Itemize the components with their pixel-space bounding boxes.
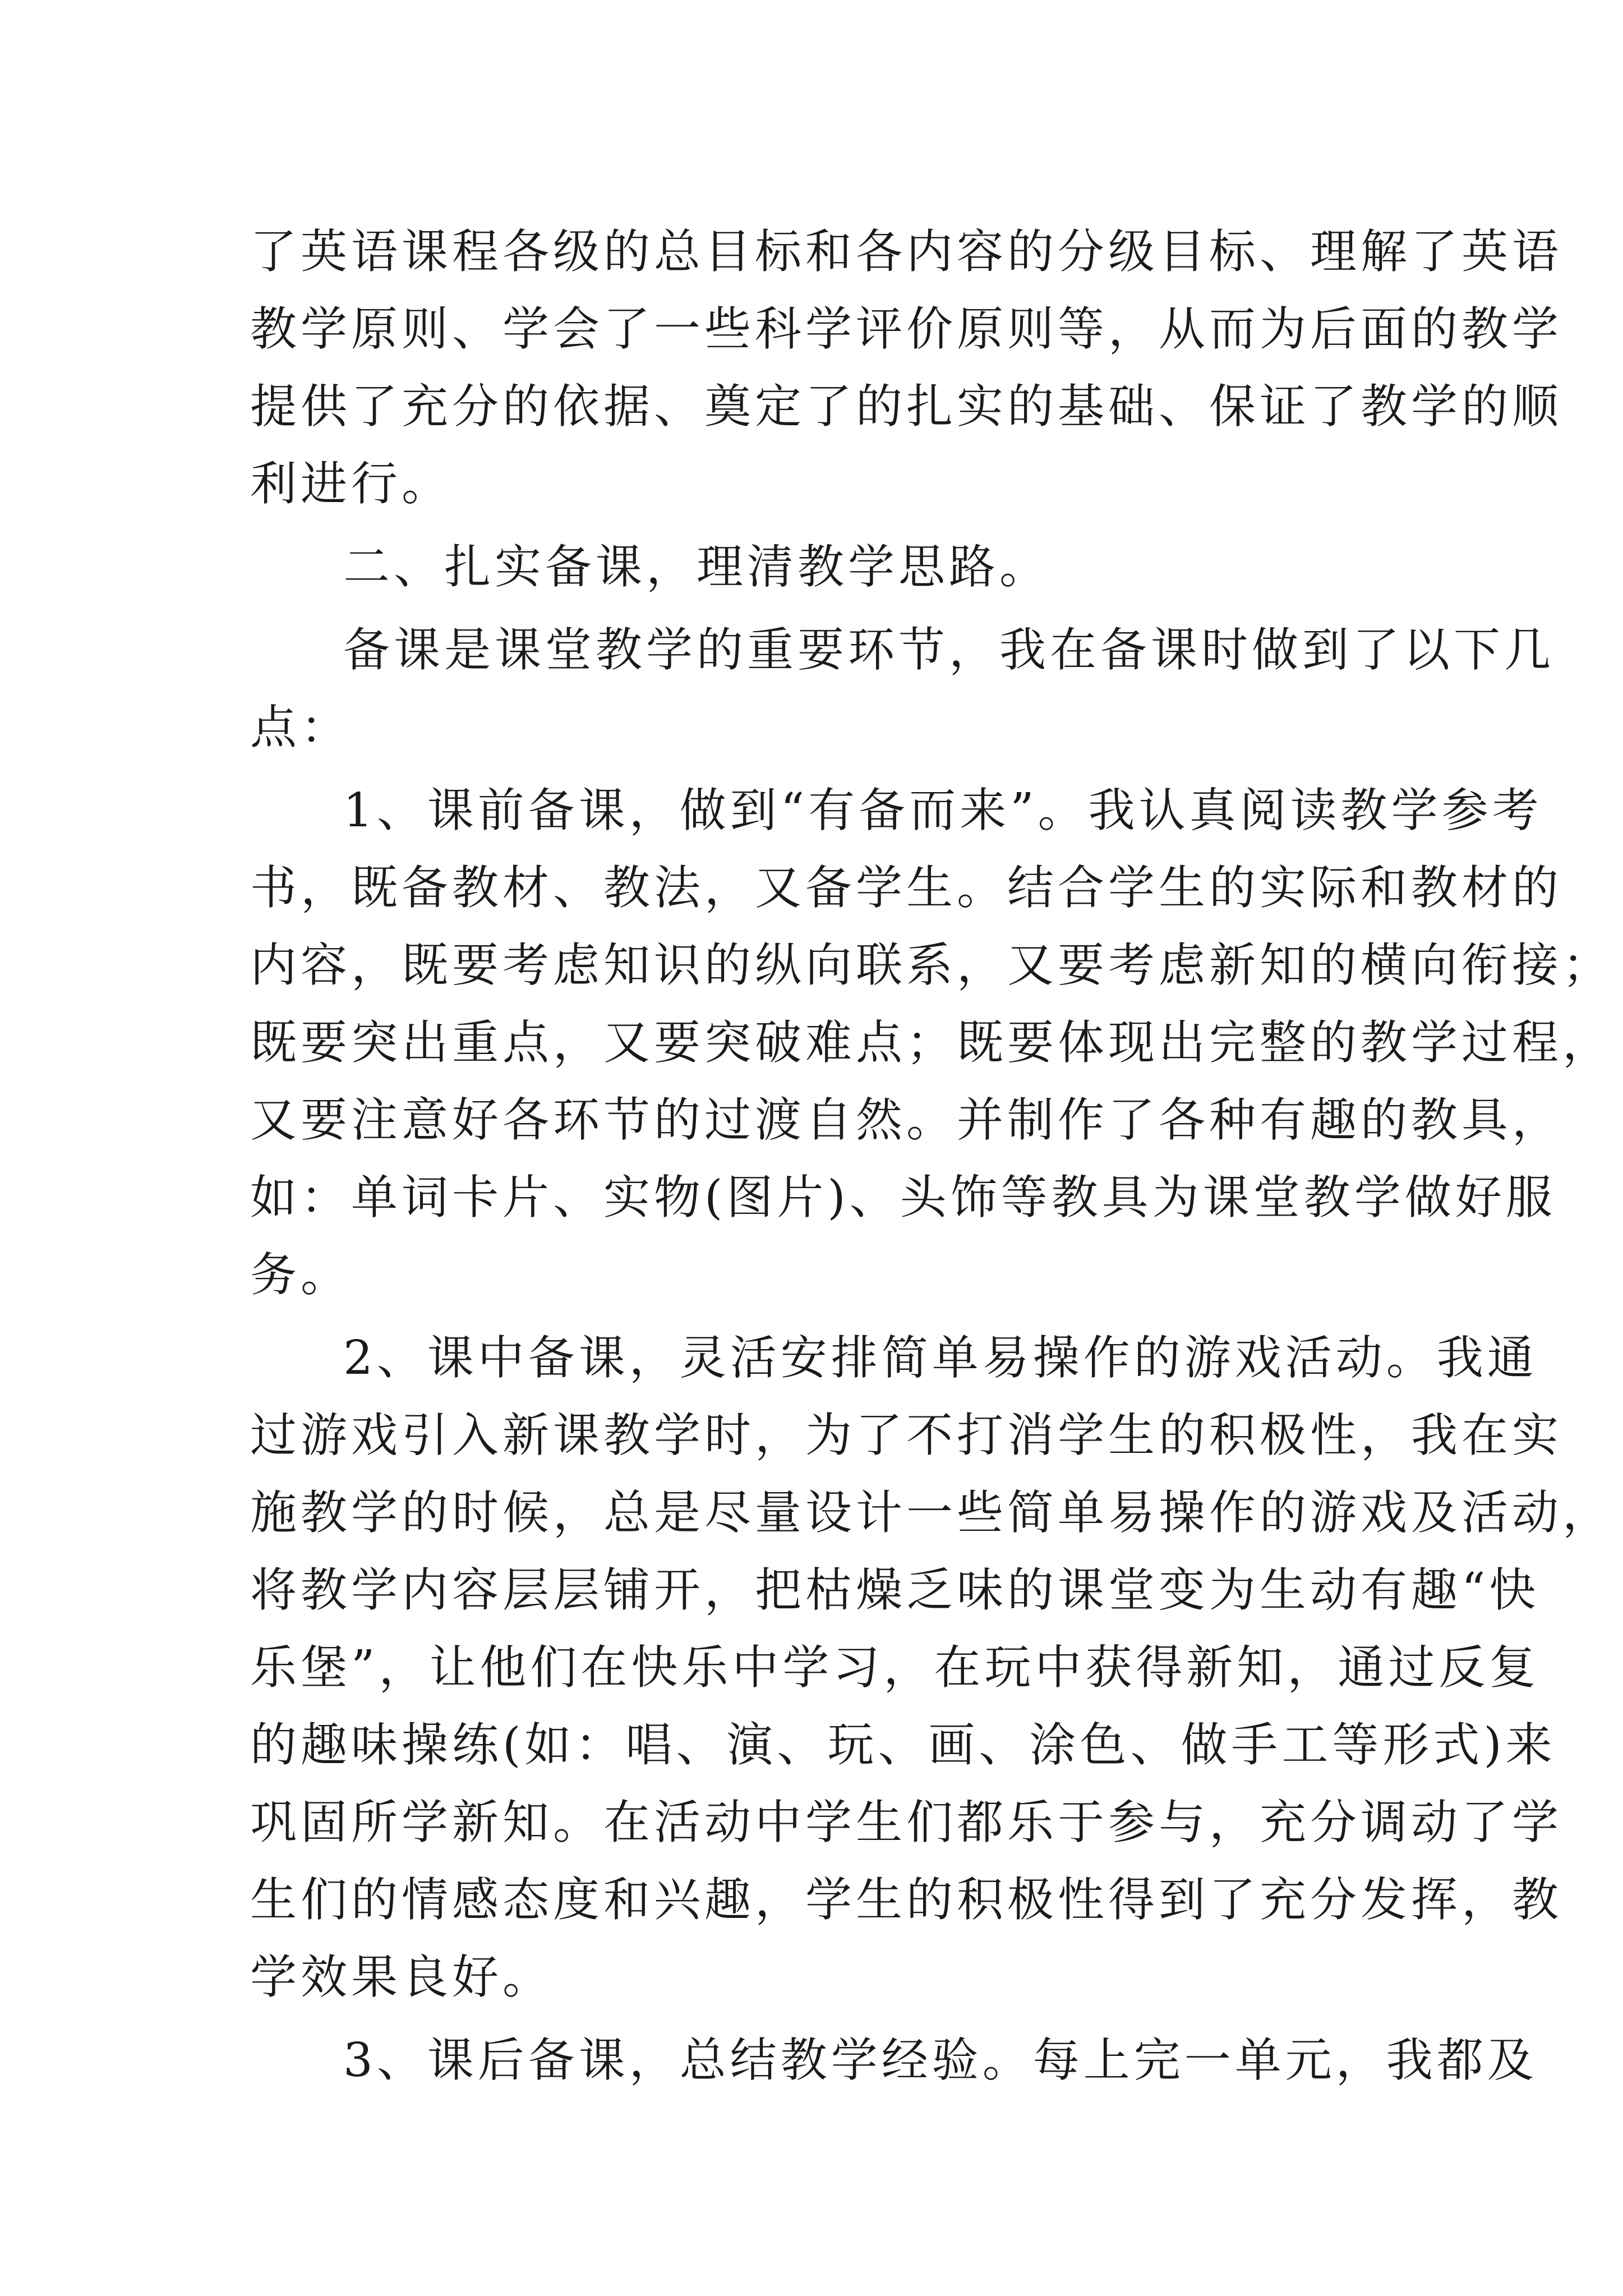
paragraph-1	[250, 213, 1562, 523]
paragraph-line: 的趣味操练(如：唱、演、玩、画、涂色、做手工等形式)来	[250, 1718, 1556, 1772]
heading-line: 二、扎实备课，理清教学思路。	[343, 540, 1050, 594]
paragraph-line: 利进行。	[250, 457, 452, 511]
paragraph-line: 备课是课堂教学的重要环节，我在备课时做到了以下几	[343, 623, 1555, 677]
paragraph-line: 巩固所学新知。在活动中学生们都乐于参与，充分调动了学	[250, 1795, 1562, 1849]
paragraph-line: 乐堡”，让他们在快乐中学习，在玩中获得新知，通过反复	[250, 1640, 1540, 1695]
paragraph-line: 又要注意好各环节的过渡自然。并制作了各种有趣的教具，	[250, 1093, 1562, 1147]
paragraph-5	[250, 1319, 1613, 2016]
paragraph-line: 了英语课程各级的总目标和各内容的分级目标、理解了英语	[250, 224, 1562, 279]
document-body	[250, 213, 1613, 2099]
paragraph-line: 提供了充分的依据、奠定了的扎实的基础、保证了教学的顺	[250, 379, 1562, 434]
paragraph-line: 2、课中备课，灵活安排简单易操作的游戏活动。我通	[343, 1331, 1538, 1385]
paragraph-line: 教学原则、学会了一些科学评价原则等，从而为后面的教学	[250, 302, 1562, 356]
paragraph-line: 书，既备教材、教法，又备学生。结合学生的实际和教材的	[250, 861, 1562, 915]
paragraph-line: 生们的情感态度和兴趣，学生的积极性得到了充分发挥，教	[250, 1872, 1562, 1927]
paragraph-line: 点：	[250, 700, 351, 754]
paragraph-line: 既要突出重点，又要突破难点；既要体现出完整的教学过程，	[250, 1015, 1613, 1070]
paragraph-line: 将教学内容层层铺开，把枯燥乏味的课堂变为生动有趣“快	[250, 1563, 1540, 1617]
paragraph-line: 学效果良好。	[250, 1950, 553, 2004]
paragraph-6	[250, 2022, 1538, 2099]
paragraph-line: 如：单词卡片、实物(图片)、头饰等教具为课堂教学做好服	[250, 1170, 1556, 1225]
paragraph-3	[250, 611, 1555, 766]
paragraph-line: 过游戏引入新课教学时，为了不打消学生的积极性，我在实	[250, 1408, 1562, 1462]
paragraph-4	[250, 772, 1613, 1314]
paragraph-line: 1、课前备课，做到“有备而来”。我认真阅读教学参考	[343, 783, 1543, 838]
paragraph-line: 施教学的时候，总是尽量设计一些简单易操作的游戏及活动，	[250, 1485, 1613, 1540]
paragraph-line: 务。	[250, 1248, 351, 1302]
paragraph-line: 内容，既要考虑知识的纵向联系，又要考虑新知的横向衔接；	[250, 938, 1613, 992]
paragraph-line: 3、课后备课，总结教学经验。每上完一单元，我都及	[343, 2033, 1538, 2087]
section-heading	[250, 528, 1377, 606]
